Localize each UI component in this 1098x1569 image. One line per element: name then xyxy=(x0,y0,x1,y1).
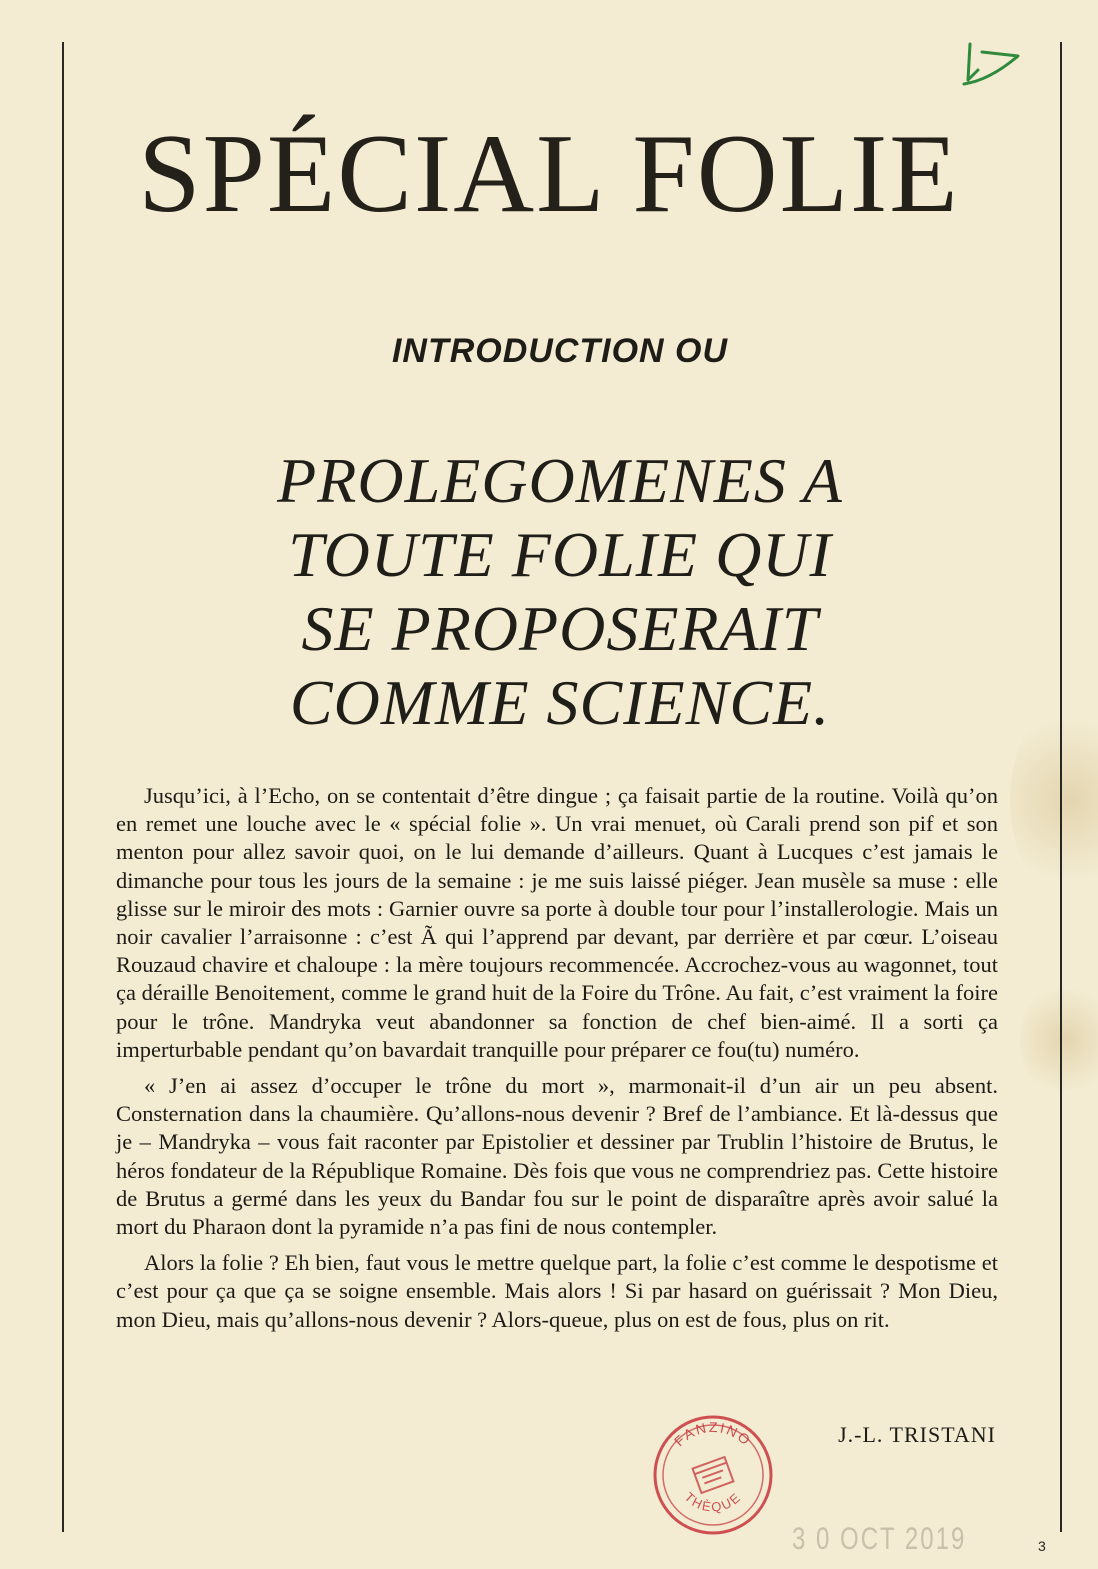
subtitle xyxy=(60,444,1060,740)
article-body xyxy=(116,782,998,1342)
stamp-text-top: FANZINO xyxy=(671,1418,755,1450)
paragraph: Alors la folie ? Eh bien, faut vous le mettre quelque part, la folie c’est comme le despotisme et c’est pour ça que ça se soigne ensemble. Mais alors ! Si par hasard on guérissait ? Mon Dieu, mon Dieu, mais qu’allons-nous devenir ? Alors-queue, plus on est de fous, plus on rit. xyxy=(116,1250,998,1332)
intro-heading: INTRODUCTION OU xyxy=(391,332,729,370)
page-title: SPÉCIAL FOLIE xyxy=(138,112,960,236)
subtitle-line: SE PROPOSERAIT xyxy=(301,593,819,664)
handwritten-annotation-mark xyxy=(960,40,1030,90)
paragraph: Jusqu’ici, à l’Echo, on se contentait d’être dingue ; ça faisait partie de la routine. Voilà qu’on en remet une louche avec le « spécial folie ». Un vrai menuet, où Carali prend son pif et son menton pour allez savoir quoi, on le lui demande d’ailleurs. Quant à Lucques c’est jamais le dimanche pour tous les jours de la semaine : je me suis laissé piéger. Jean musèle sa muse : elle glisse sur le miroir des mots : Garnier ouvre sa porte à double tour pour l’installerologie. Mais un noir cavalier l’arraisonne : c’est Ã qui l’apprend par devant, par derrière et par cœur. L’oiseau Rouzaud chavire et chaloupe : la mère toujours recommencée. Accrochez-vous au wagonnet, tout ça déraille Benoitement, comme le grand huit de la Foire du Trône. Au fait, c’est vraiment la foire pour le trône. Mandryka veut abandonner sa fonction de chef bien-aimé. Il a sorti ça imperturbable pendant qu’on bavardait tranquille pour préparer ce fou(tu) numéro. xyxy=(116,783,998,1062)
paragraph: « J’en ai assez d’occuper le trône du mort », marmonait-il d’un air un peu absent. Consternation dans la chaumière. Qu’allons-nous devenir ? Bref de l’ambiance. Et là-dessus que je – Mandryka – vous fait raconter par Epistolier et dessiner par Trublin l’histoire de Brutus, le héros fondateur de la République Romaine. Dès fois que vous ne comprendriez pas. Cette histoire de Brutus a germé dans les yeux du Bandar fou sur le point de disparaître après avoir salué la mort du Pharaon dont la pyramide n’a pas fini de nous contempler. xyxy=(116,1073,998,1240)
subtitle-line: PROLEGOMENES A xyxy=(277,445,843,516)
svg-text:THÈQUE xyxy=(682,1489,745,1515)
subtitle-line: COMME SCIENCE. xyxy=(289,667,831,738)
paper-stain xyxy=(1020,980,1098,1100)
stamp-text-bottom: THÈQUE xyxy=(681,1489,745,1515)
subtitle-line: TOUTE FOLIE QUI xyxy=(288,519,832,590)
right-margin-rule xyxy=(1060,42,1062,1532)
author-signature: J.-L. TRISTANI xyxy=(838,1422,996,1447)
date-stamp: 3 0 OCT 2019 xyxy=(792,1521,967,1557)
left-margin-rule xyxy=(62,42,64,1532)
page-number: 3 xyxy=(1038,1538,1046,1554)
